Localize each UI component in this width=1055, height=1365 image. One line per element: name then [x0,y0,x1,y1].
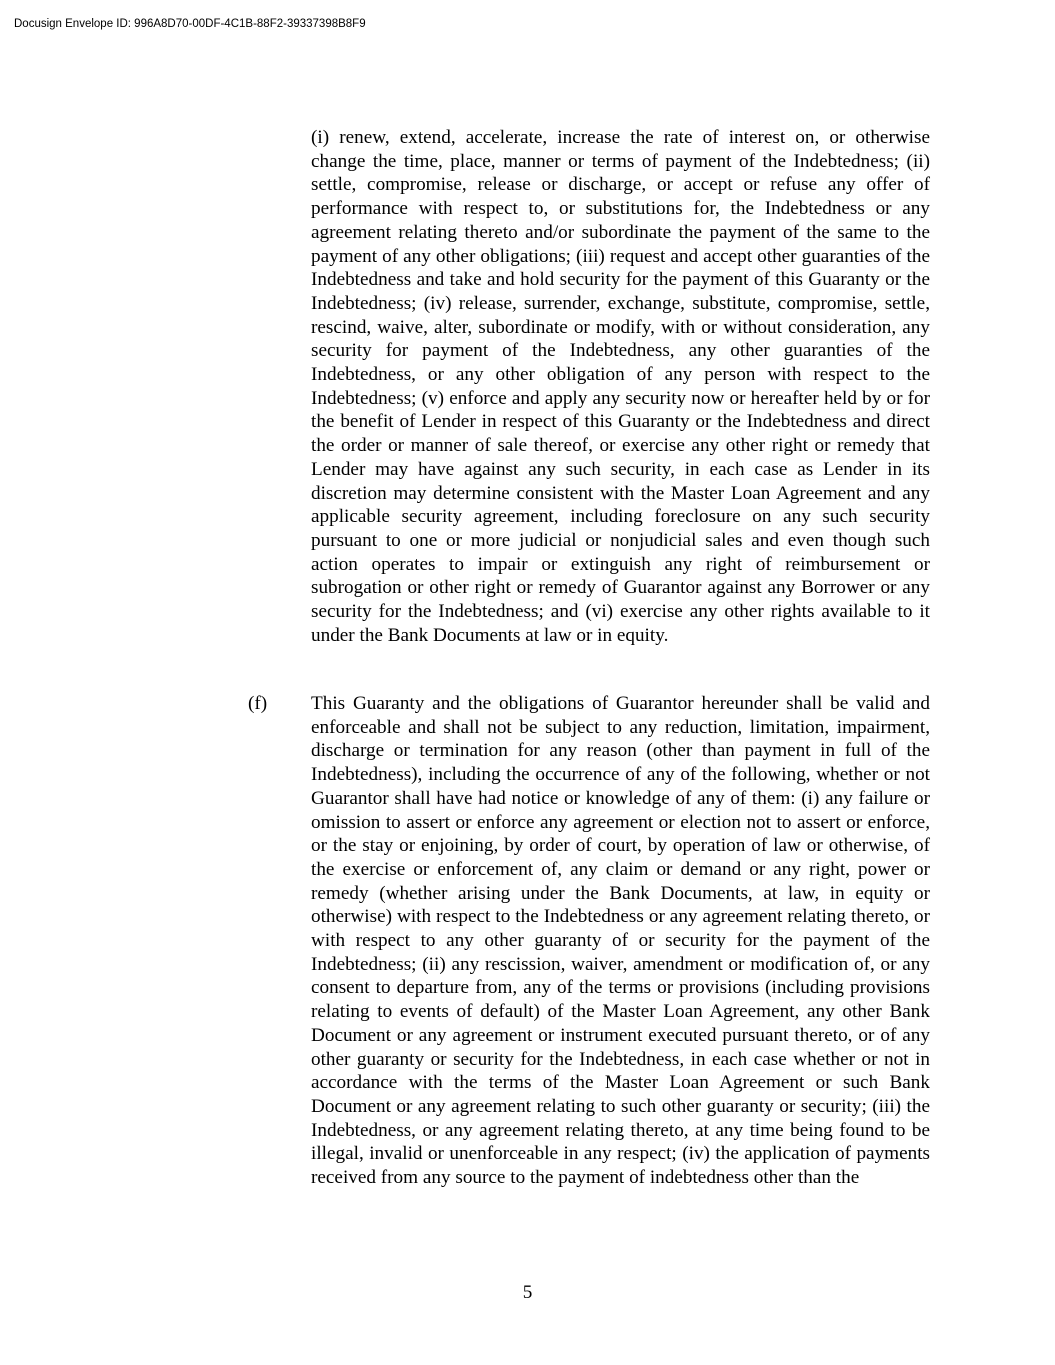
section-f-text: This Guaranty and the obligations of Guarantor hereunder shall be valid and enforceable and shall not be subject to any reduction, limitation, impairment, discharge or termination for any reason (other than payment in full of the Indebtedness), including the occurrence of any of the following, whether or not Guarantor shall have had notice or knowledge of any of them: (i) any failure or omission to assert or enforce any agreement or election not to assert or enforce, or the stay or enjoining, by order of court, by operation of law or otherwise, of the exercise or enforcement of, any claim or demand or any right, power or remedy (whether arising under the Bank Documents, at law, in equity or otherwise) with respect to the Indebtedness or any agreement relating thereto, or with respect to any other guaranty of or security for the payment of the Indebtedness; (ii) any rescission, waiver, amendment or modification of, or any consent to departure from, any of the terms or provisions (including provisions relating to events of default) of the Master Loan Agreement, any other Bank Document or any agreement or instrument executed pursuant thereto, or of any other guaranty or security for the Indebtedness, in each case whether or not in accordance with the terms of the Master Loan Agreement or such Bank Document or any agreement relating to such other guaranty or security; (iii) the Indebtedness, or any agreement relating thereto, at any time being found to be illegal, invalid or unenforceable in any respect; (iv) the application of payments received from any source to the payment of indebtedness other than the [311,693,930,1189]
docusign-envelope-id: Docusign Envelope ID: 996A8D70-00DF-4C1B-88F2-39337398B8F9 [14,18,366,30]
continued-paragraph: (i) renew, extend, accelerate, increase the rate of interest on, or otherwise change the time, place, manner or terms of payment of the Indebtedness; (ii) settle, compromise, release or discharge, or accept or refuse any offer of performance with respect to, or substitutions for, the Indebtedness or any agreement relating thereto and/or subordinate the payment of the same to the payment of any other obligations; (iii) request and accept other guaranties of the Indebtedness and take and hold security for the payment of this Guaranty or the Indebtedness; (iv) release, surrender, exchange, substitute, compromise, settle, rescind, waive, alter, subordinate or modify, with or without consideration, any security for payment of the Indebtedness, any other guaranties of the Indebtedness, or any other obligation of any person with respect to the Indebtedness; (v) enforce and apply any security now or hereafter held by or for the benefit of Lender in respect of this Guaranty or the Indebtedness and direct the order or manner of sale thereof, or exercise any other right or remedy that Lender may have against any such security, in each case as Lender in its discretion may determine consistent with the Master Loan Agreement and any applicable security agreement, including foreclosure on any such security pursuant to one or more judicial or nonjudicial sales and even though such action operates to impair or extinguish any right of reimbursement or subrogation or other right or remedy of Guarantor against any Borrower or any security for the Indebtedness; and (vi) exercise any other rights available to it under the Bank Documents at law or in equity. [311,127,930,646]
section-f-label: (f) [248,693,268,714]
page-number: 5 [522,1282,533,1303]
